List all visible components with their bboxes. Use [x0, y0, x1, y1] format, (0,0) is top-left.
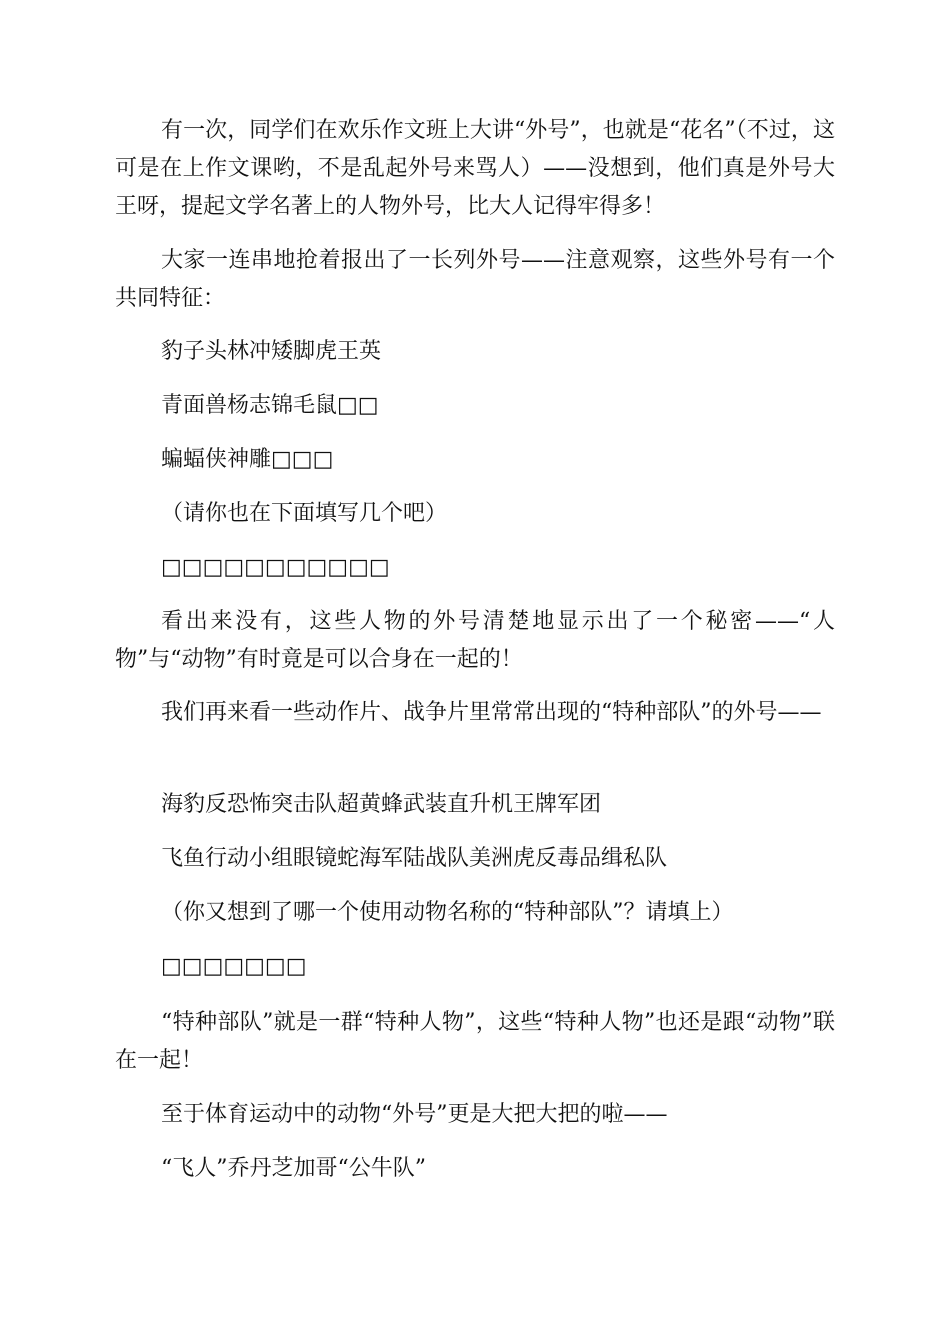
paragraph-special-people: “特种部队”就是一群“特种人物”，这些“特种人物”也还是跟“动物”联在一起！: [115, 1010, 835, 1073]
paragraph-fill-prompt-2: （你又想到了哪一个使用动物名称的“特种部队”？请填上）: [161, 900, 734, 925]
paragraph-blank-boxes-1: □□□□□□□□□□□: [161, 555, 390, 580]
paragraph-fill-prompt-1: （请你也在下面填写几个吧）: [161, 501, 448, 526]
paragraph-blank-boxes-2: □□□□□□□: [161, 954, 307, 979]
paragraph-special-forces-intro: 我们再来看一些动作片、战争片里常常出现的“特种部队”的外号——: [161, 700, 822, 725]
paragraph-sports-intro: 至于体育运动中的动物“外号”更是大把大把的啦——: [161, 1102, 668, 1127]
paragraph-nickname-line-3: 蝙蝠侠神雕□□□: [161, 447, 334, 472]
paragraph-intro: 有一次，同学们在欢乐作文班上大讲“外号”，也就是“花名”（不过，这可是在上作文课哟，不是乱起外号来骂人）——没想到，他们真是外号大王呀，提起文学名著上的人物外号，比大人记得牢得多！: [115, 118, 835, 219]
paragraph-secret: 看出来没有，这些人物的外号清楚地显示出了一个秘密——“人物”与“动物”有时竟是可以合身在一起的！: [115, 609, 835, 672]
paragraph-forces-line-2: 飞鱼行动小组眼镜蛇海军陆战队美洲虎反毒品缉私队: [161, 846, 668, 871]
paragraph-nickname-line-2: 青面兽杨志锦毛鼠□□: [161, 393, 379, 418]
paragraph-forces-line-1: 海豹反恐怖突击队超黄蜂武装直升机王牌军团: [161, 792, 602, 817]
paragraph-list-intro: 大家一连串地抢着报出了一长列外号——注意观察，这些外号有一个共同特征：: [115, 248, 835, 311]
paragraph-sports-line-1: “飞人”乔丹芝加哥“公牛队”: [161, 1156, 426, 1181]
paragraph-nickname-line-1: 豹子头林冲矮脚虎王英: [161, 339, 382, 364]
